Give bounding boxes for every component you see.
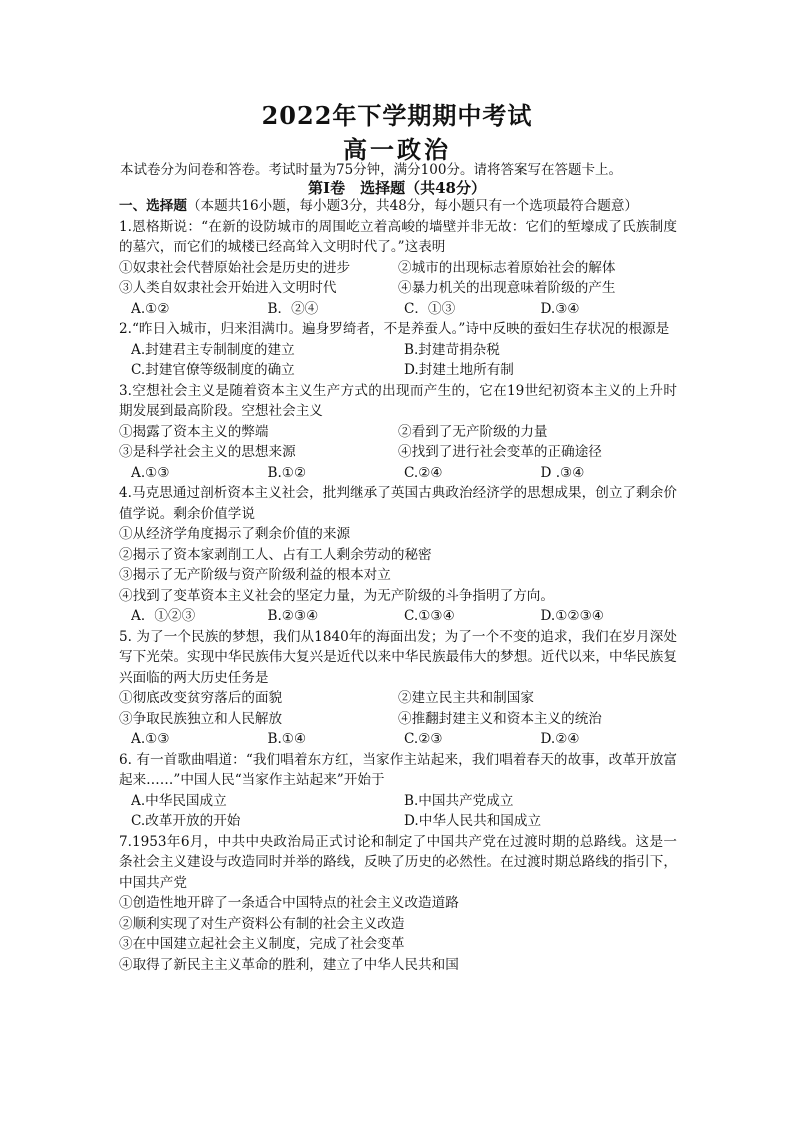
statement: ②建立民主共和制国家 <box>398 690 534 706</box>
choice-a: A.①② <box>131 300 170 317</box>
choice-d: D.②④ <box>540 731 580 747</box>
question-stem: 7.1953年6月，中共中央政治局正式讨论和制定了中国共产党在过渡时期的总路线。这是一条社会主义建设与改造同时并举的路线，反映了历史的必然性。在过渡时期总路线的指引下，中国共产党 <box>119 833 677 891</box>
question-stem: 4.马克思通过剖析资本主义社会，批判继承了英国古典政治经济学的思想成果，创立了剩余价值学说。剩余价值学说 <box>119 485 677 522</box>
choice-c: C.①③④ <box>404 608 455 624</box>
choice-b: B.中国共产党成立 <box>404 792 514 809</box>
statement: ②顺利实现了对生产资料公有制的社会主义改造 <box>119 915 405 932</box>
question-stem: 3.空想社会主义是随着资本主义生产方式的出现而产生的，它在19世纪初资本主义的上升时期发展到最高阶段。空想社会主义 <box>119 382 677 419</box>
statement: ①从经济学角度揭示了剩余价值的来源 <box>119 526 351 542</box>
part-instructions: （本题共16小题，每小题3分，共48分，每小题只有一个选项最符合题意） <box>186 198 639 214</box>
choice-b: B.①② <box>267 464 307 481</box>
exam-title: 2022年下学期期中考试 <box>261 101 533 130</box>
statement: ③争取民族独立和人民解放 <box>119 710 283 727</box>
statement: ①奴隶社会代替原始社会是历史的进步 <box>119 259 351 276</box>
choice-c: C.②④ <box>404 464 443 481</box>
question-stem: 1.恩格斯说：“在新的设防城市的周围屹立着高峻的墙壁并非无故：它们的堑壕成了氏族制度的墓穴，而它们的城楼已经高耸入文明时代了。”这表明 <box>119 218 677 255</box>
choice-d: D.中华人民共和国成立 <box>404 813 542 829</box>
choice-d: D.封建土地所有制 <box>404 362 514 378</box>
statement: ③揭示了无产阶级与资产阶级利益的根本对立 <box>119 567 391 583</box>
exam-instructions: 本试卷分为问卷和答卷。考试时量为75分钟，满分100分。请将答案写在答题卡上。 <box>120 162 622 178</box>
question-5 <box>119 627 677 750</box>
statement: ④找到了变革资本主义社会的坚定力量，为无产阶级的斗争指明了方向。 <box>119 587 554 604</box>
choice-a: A.①③ <box>131 731 170 747</box>
choice-b: B.封建苛捐杂税 <box>404 341 500 358</box>
statement: ①创造性地开辟了一条适合中国特点的社会主义改造道路 <box>119 895 459 911</box>
question-stem: 6. 有一首歌曲唱道：“我们唱着东方红，当家作主站起来，我们唱着春天的故事，改革开放富起来……”中国人民“当家作主站起来”开始于 <box>119 751 677 788</box>
section-heading: 第Ⅰ卷 选择题（共48分） <box>308 179 486 197</box>
choice-d: D.③④ <box>540 300 580 317</box>
statement: ④暴力机关的出现意味着阶级的产生 <box>398 280 616 296</box>
part-label: 一、选择题 <box>119 198 187 214</box>
choice-a: A．①②③ <box>131 608 196 624</box>
choice-b: B.①④ <box>267 731 307 747</box>
question-3 <box>119 381 677 484</box>
exam-body <box>119 196 677 975</box>
choice-a: A.①③ <box>131 464 170 481</box>
statement: ④取得了新民主主义革命的胜利，建立了中华人民共和国 <box>119 956 459 973</box>
choice-d: D.①②③④ <box>540 608 604 624</box>
question-4 <box>119 483 677 627</box>
statement: ③是科学社会主义的思想来源 <box>119 444 296 460</box>
statement: ④找到了进行社会变革的正确途径 <box>398 444 602 460</box>
choice-c: C.②③ <box>404 731 443 747</box>
question-6 <box>119 750 677 832</box>
choice-a: A.封建君主专制制度的建立 <box>131 341 295 358</box>
statement: ④推翻封建主义和资本主义的统治 <box>398 710 602 727</box>
statement: ②城市的出现标志着原始社会的解体 <box>398 259 616 276</box>
choice-d: D .③④ <box>540 464 585 481</box>
question-stem: 2.“昨日入城市，归来泪满巾。遍身罗绮者，不是养蚕人。”诗中反映的蚕妇生存状况的根源是 <box>119 321 670 337</box>
question-stem: 5. 为了一个民族的梦想，我们从1840年的海面出发；为了一个不变的追求，我们在岁月深处写下光荣。实现中华民族伟大复兴是近代以来中华民族最伟大的梦想。近代以来，中华民族复兴面临的两大历史任务是 <box>119 628 677 686</box>
statement: ②揭示了资本家剥削工人、占有工人剩余劳动的秘密 <box>119 546 432 563</box>
statement: ③人类自奴隶社会开始进入文明时代 <box>119 280 337 296</box>
exam-subject: 高一政治 <box>343 135 451 164</box>
statement: ③在中国建立起社会主义制度，完成了社会变革 <box>119 936 405 952</box>
question-2 <box>119 319 677 381</box>
choice-c: C.封建官僚等级制度的确立 <box>131 362 295 378</box>
statement: ①彻底改变贫穷落后的面貌 <box>119 690 283 706</box>
question-1 <box>119 217 677 320</box>
statement: ①揭露了资本主义的弊端 <box>119 423 269 440</box>
statement: ②看到了无产阶级的力量 <box>398 423 548 440</box>
choice-c: C.改革开放的开始 <box>131 813 241 829</box>
choice-b: B．②④ <box>267 300 319 317</box>
question-7 <box>119 832 677 976</box>
choice-b: B.②③④ <box>267 608 319 624</box>
choice-a: A.中华民国成立 <box>131 792 227 809</box>
choice-c: C．①③ <box>404 300 456 317</box>
part-heading <box>119 196 677 217</box>
